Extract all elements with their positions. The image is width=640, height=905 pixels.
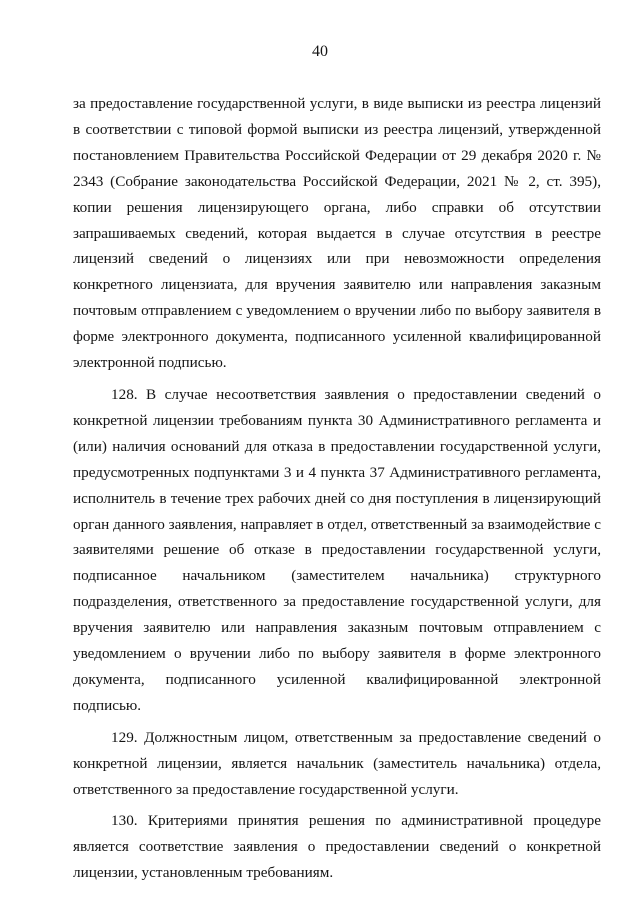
page-number: 40 (312, 43, 328, 60)
paragraph-continuation: за предоставление государственной услуги, в виде выписки из реестра лицензий в соответствии с типовой формой выписки из реестра лицензий, утвержденной постановлением Правительства Российской Федерации от 29 декабря 2020 г. № 2343 (Собрание законодательства Российской Федерации, 2021 № 2, ст. 395), копии решения лицензирующего органа, либо справки об отсутствии запрашиваемых сведений, которая выдается в случае отсутствия в реестре лицензий сведений о лицензиях или при невозможности определения конкретного лицензиата, для вручения заявителю или направления заказным почтовым отправлением с уведомлением о вручении либо по выбору заявителя в форме электронного документа, подписанного усиленной квалифицированной электронной подписью. (73, 95, 601, 372)
document-body (73, 91, 601, 886)
paragraph-129: 129. Должностным лицом, ответственным за предоставление сведений о конкретной лицензии, является начальник (заместитель начальника) отдела, ответственного за предоставление государственной услуги. (73, 728, 601, 798)
paragraph-128: 128. В случае несоответствия заявления о предоставлении сведений о конкретной лицензии требованиям пункта 30 Административного регламента и (или) наличия оснований для отказа в предоставлении государственной услуги, предусмотренных подпунктами 3 и 4 пункта 37 Административного регламента, исполнитель в течение трех рабочих дней со дня поступления в лицензирующий орган данного заявления, направляет в отдел, ответственный за взаимодействие с заявителями решение об отказе в предоставлении государственной услуги, подписанное начальником (заместителем начальника) структурного подразделения, ответственного за предоставление государственной услуги, для вручения заявителю или направления заказным почтовым отправлением с уведомлением о вручении либо по выбору заявителя в форме электронного документа, подписанного усиленной квалифицированной электронной подписью. (73, 385, 601, 714)
paragraph-130: 130. Критериями принятия решения по административной процедуре является соответствие заявления о предоставлении сведений о конкретной лицензии, установленным требованиям. (73, 812, 601, 882)
